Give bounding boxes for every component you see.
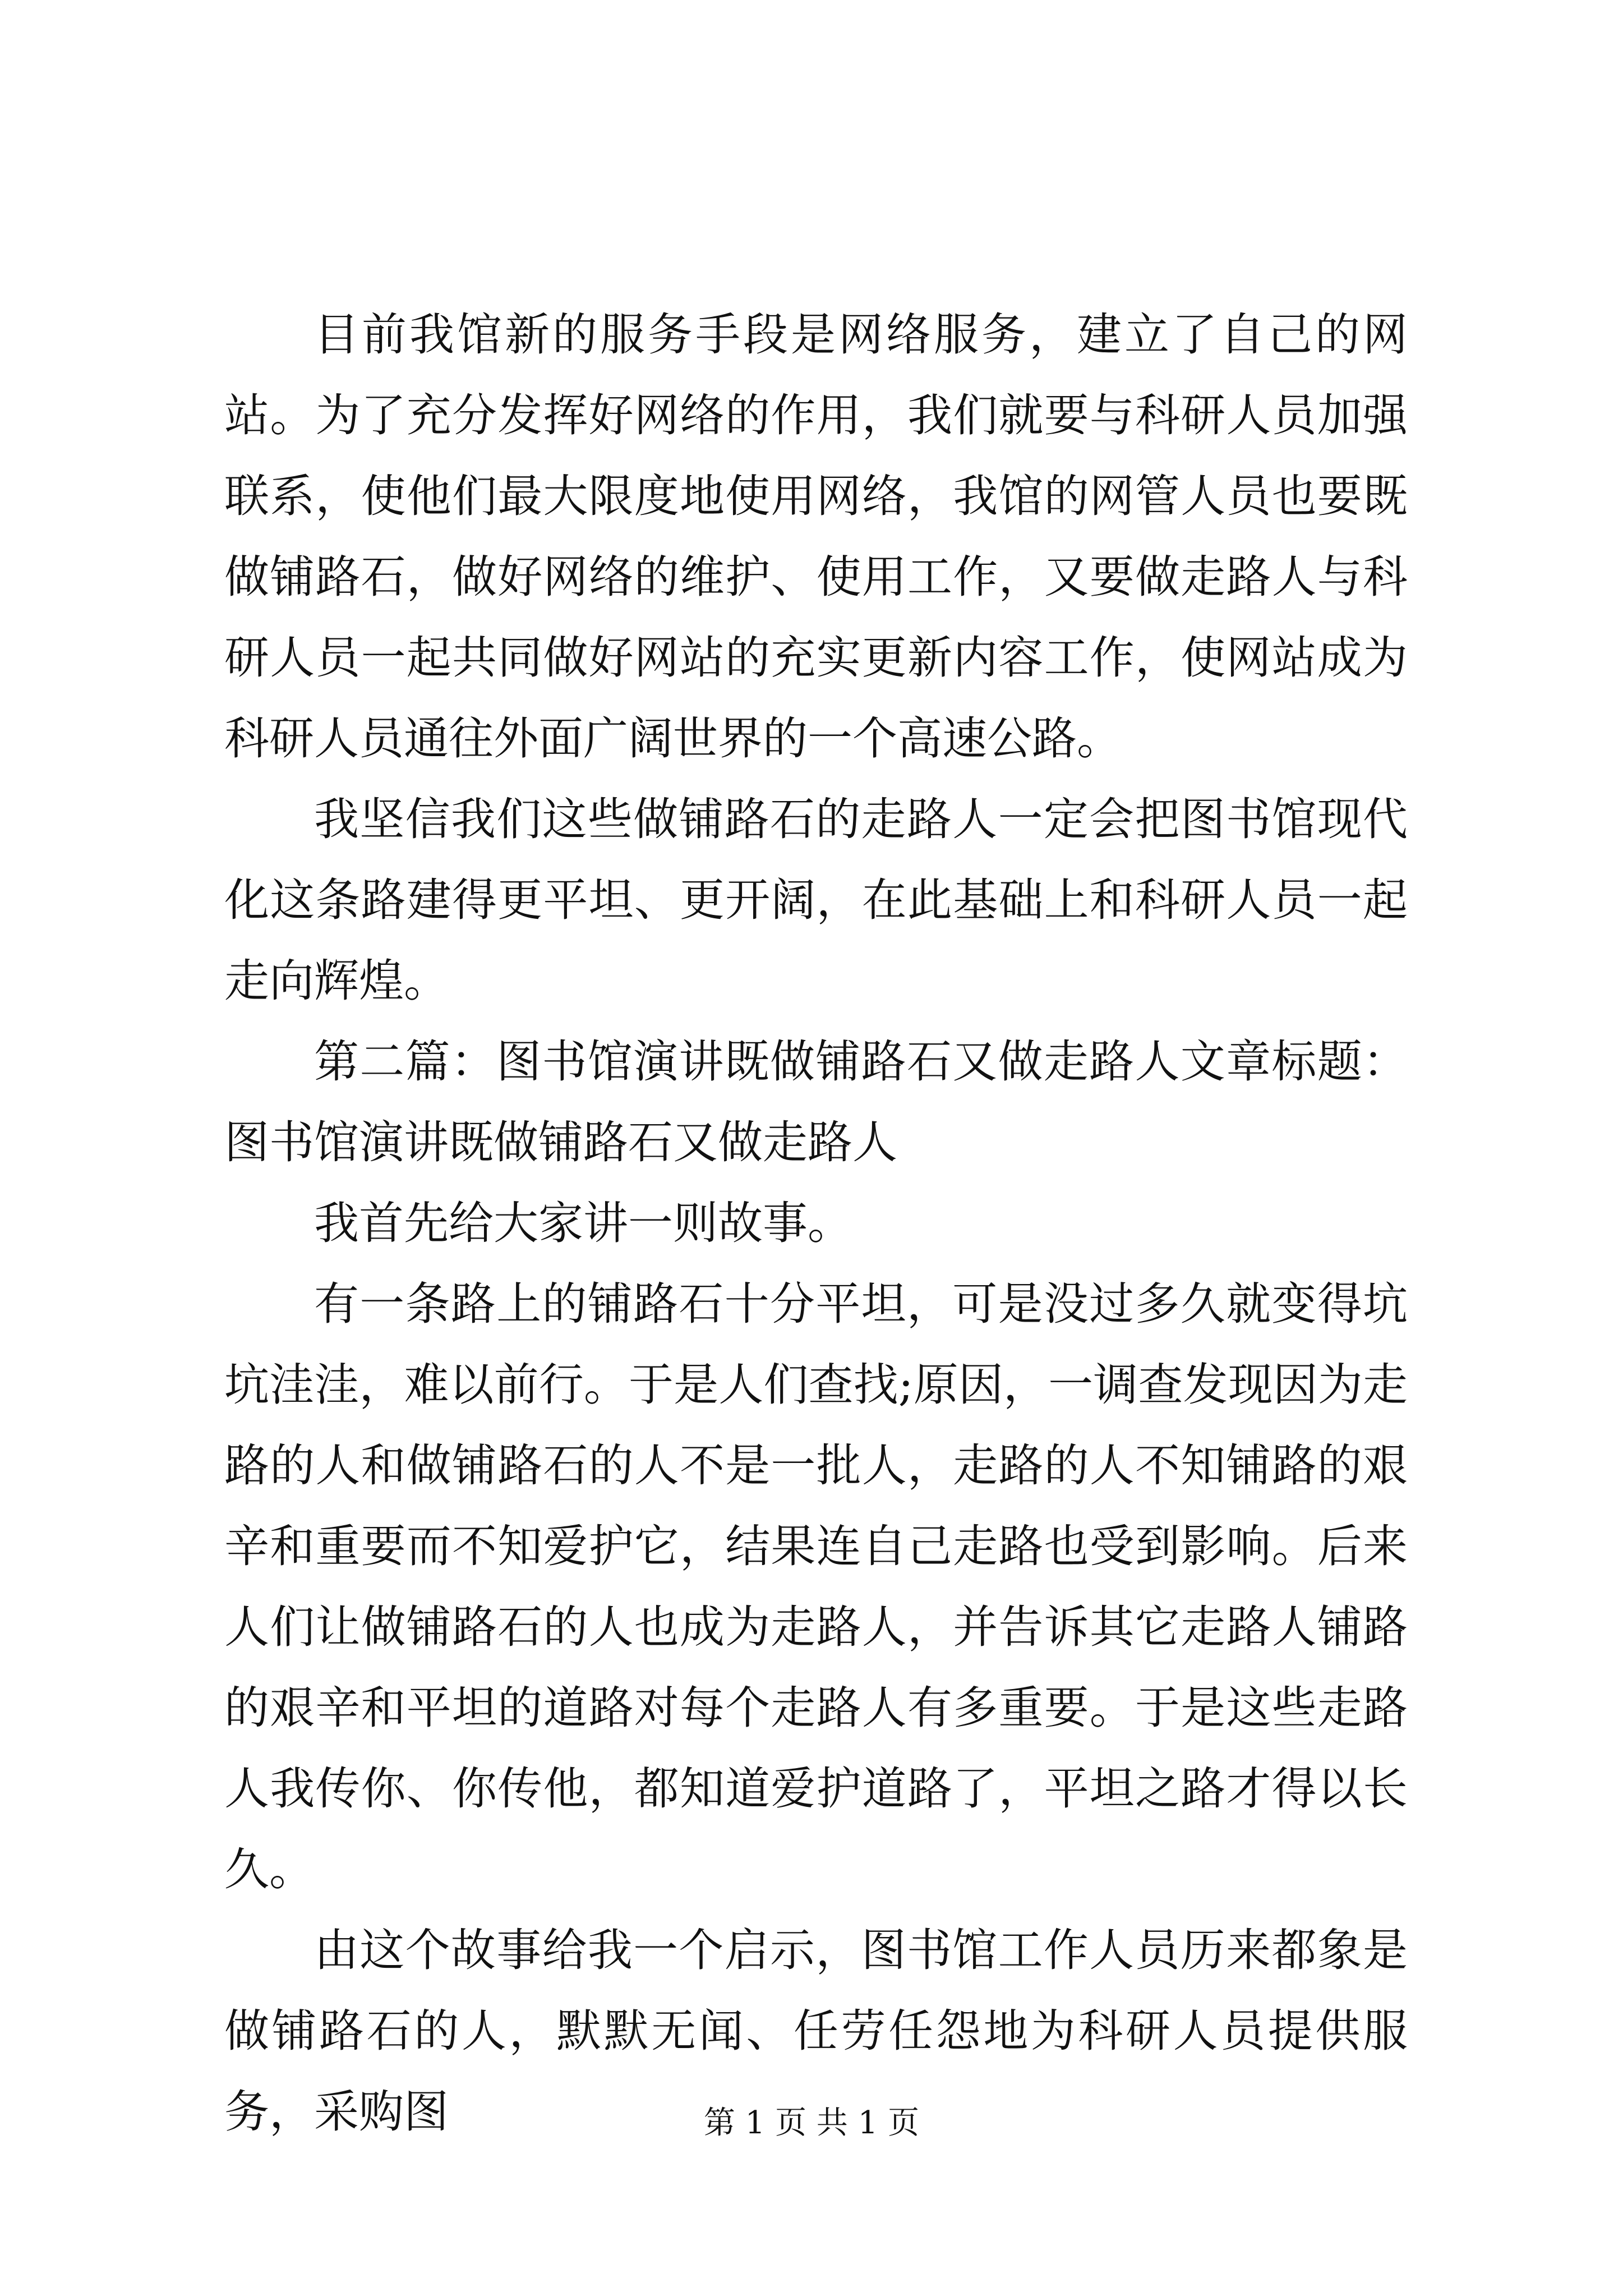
paragraph-story: 有一条路上的铺路石十分平坦，可是没过多久就变得坑坑洼洼，难以前行。于是人们查找;原因，一调查发现因为走路的人和做铺路石的人不是一批人，走路的人不知铺路的艰辛和重要而不知爱护它，结果连自己走路也受到影响。后来人们让做铺路石的人也成为走路人，并告诉其它走路人铺路的艰辛和平坦的道路对每个走路人有多重要。于是这些走路人我传你、你传他，都知道爱护道路了，平坦之路才得以长久。 xyxy=(224,1278,1408,1895)
document-body xyxy=(224,295,1408,2152)
paragraph-second-article-title: 第二篇：图书馆演讲既做铺路石又做走路人文章标题：图书馆演讲既做铺路石又做走路人 xyxy=(224,1036,1408,1168)
paragraph-inspiration: 由这个故事给我一个启示，图书馆工作人员历来都象是做铺路石的人，默默无闻、任劳任怨地为科研人员提供服务，采购图 xyxy=(224,1924,1408,2138)
page-footer: 第 1 页 共 1 页 xyxy=(703,2105,920,2141)
paragraph-story-intro: 我首先给大家讲一则故事。 xyxy=(314,1197,852,1249)
paragraph-website-service: 目前我馆新的服务手段是网络服务，建立了自己的网站。为了充分发挥好网络的作用，我们就要与科研人员加强联系，使他们最大限度地使用网络，我馆的网管人员也要既做铺路石，做好网络的维护、使用工作，又要做走路人与科研人员一起共同做好网站的充实更新内容工作，使网站成为科研人员通往外面广阔世界的一个高速公路。 xyxy=(224,309,1408,765)
paragraph-conviction: 我坚信我们这些做铺路石的走路人一定会把图书馆现代化这条路建得更平坦、更开阔，在此基础上和科研人员一起走向辉煌。 xyxy=(224,793,1408,1007)
